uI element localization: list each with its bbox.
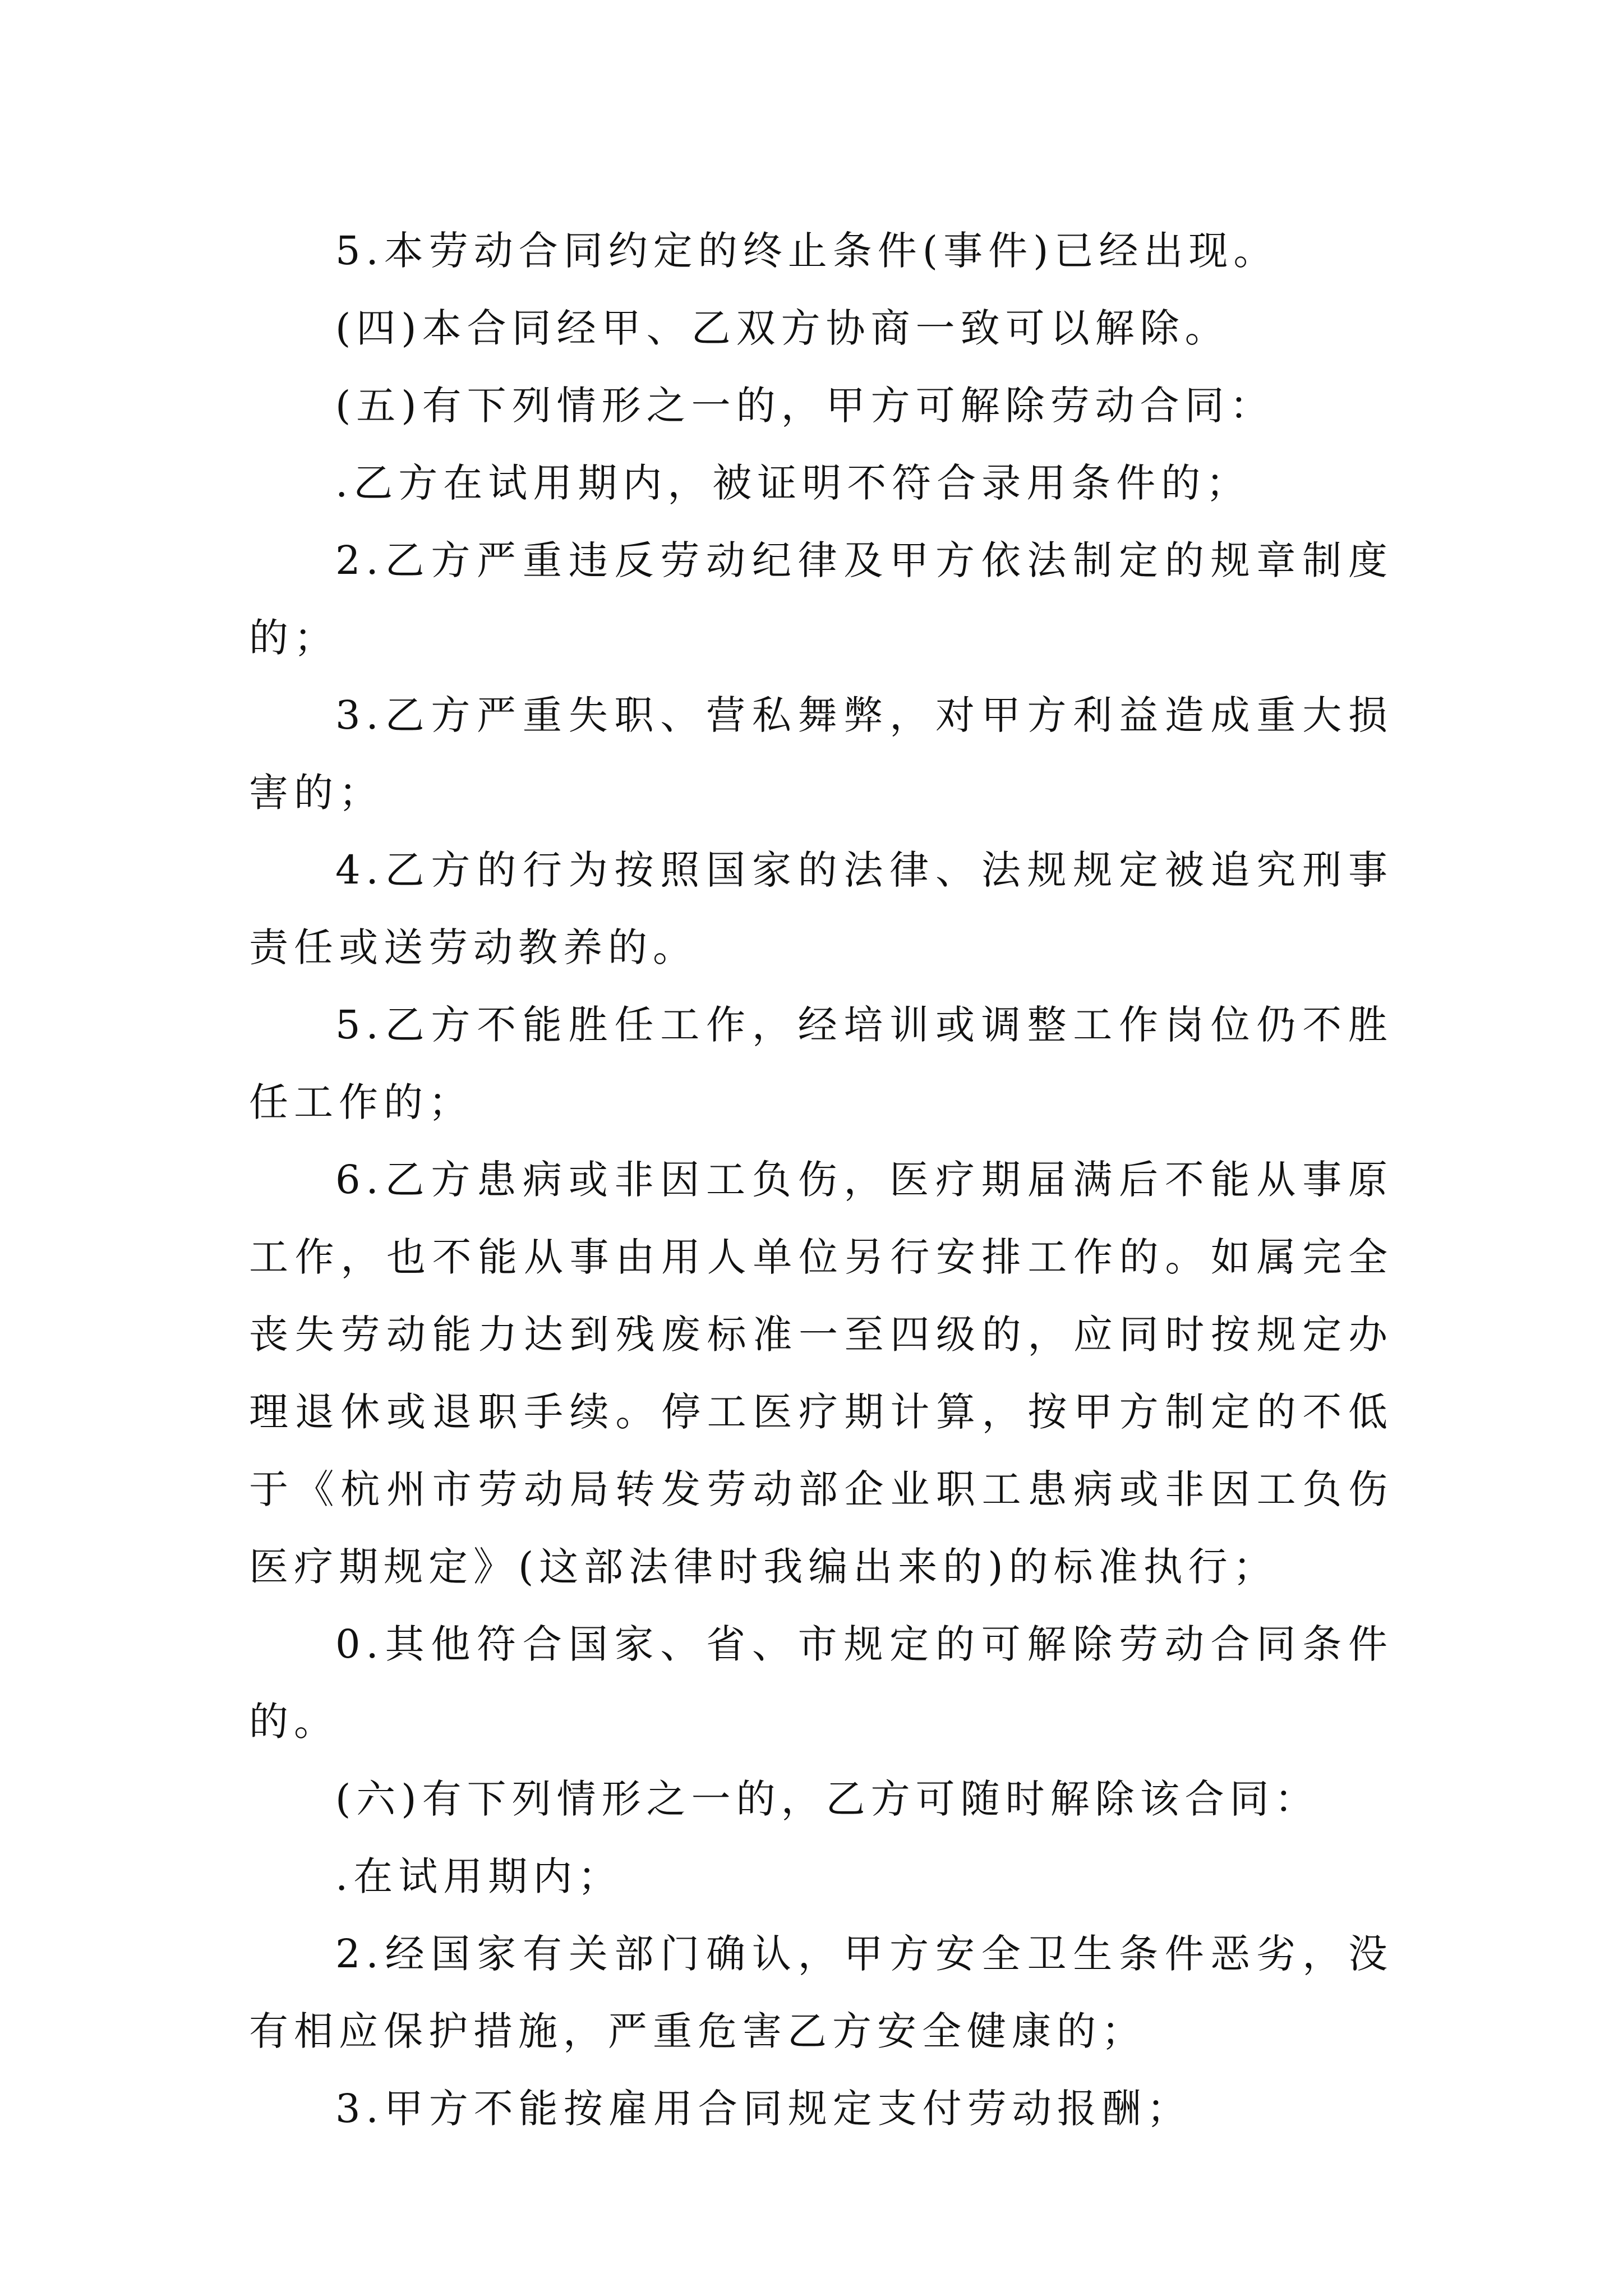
paragraph: 6.乙方患病或非因工负伤，医疗期届满后不能从事原工作，也不能从事由用人单位另行安排工作的。如属完全丧失劳动能力达到残废标准一至四级的，应同时按规定办理退休或退职手续。停工医疗期计算，按甲方制定的不低于《杭州市劳动局转发劳动部企业职工患病或非因工负伤医疗期规定》(这部法律时我编出来的)的标准执行； (249, 1157, 1393, 1590)
paragraph: 2.乙方严重违反劳动纪律及甲方依法制定的规章制度的； (249, 537, 1393, 661)
document-body (249, 212, 1393, 2147)
paragraph: 3.乙方严重失职、营私舞弊，对甲方利益造成重大损害的； (249, 692, 1393, 816)
paragraph: (四)本合同经甲、乙双方协商一致可以解除。 (335, 305, 1230, 351)
paragraph: (五)有下列情形之一的，甲方可解除劳动合同： (335, 383, 1275, 429)
paragraph: 4.乙方的行为按照国家的法律、法规规定被追究刑事责任或送劳动教养的。 (249, 847, 1393, 970)
paragraph: .乙方在试用期内，被证明不符合录用条件的； (335, 460, 1251, 506)
paragraph: (六)有下列情形之一的，乙方可随时解除该合同： (335, 1776, 1320, 1822)
paragraph: 3.甲方不能按雇用合同规定支付劳动报酬； (335, 2086, 1192, 2132)
paragraph: 2.经国家有关部门确认，甲方安全卫生条件恶劣，没有相应保护措施，严重危害乙方安全健康的； (249, 1931, 1393, 2054)
paragraph: 5.本劳动合同约定的终止条件(事件)已经出现。 (335, 228, 1279, 274)
paragraph: .在试用期内； (335, 1853, 623, 1899)
paragraph: 5.乙方不能胜任工作，经培训或调整工作岗位仍不胜任工作的； (249, 1002, 1393, 1125)
paragraph: 0.其他符合国家、省、市规定的可解除劳动合同条件的。 (249, 1621, 1393, 1745)
